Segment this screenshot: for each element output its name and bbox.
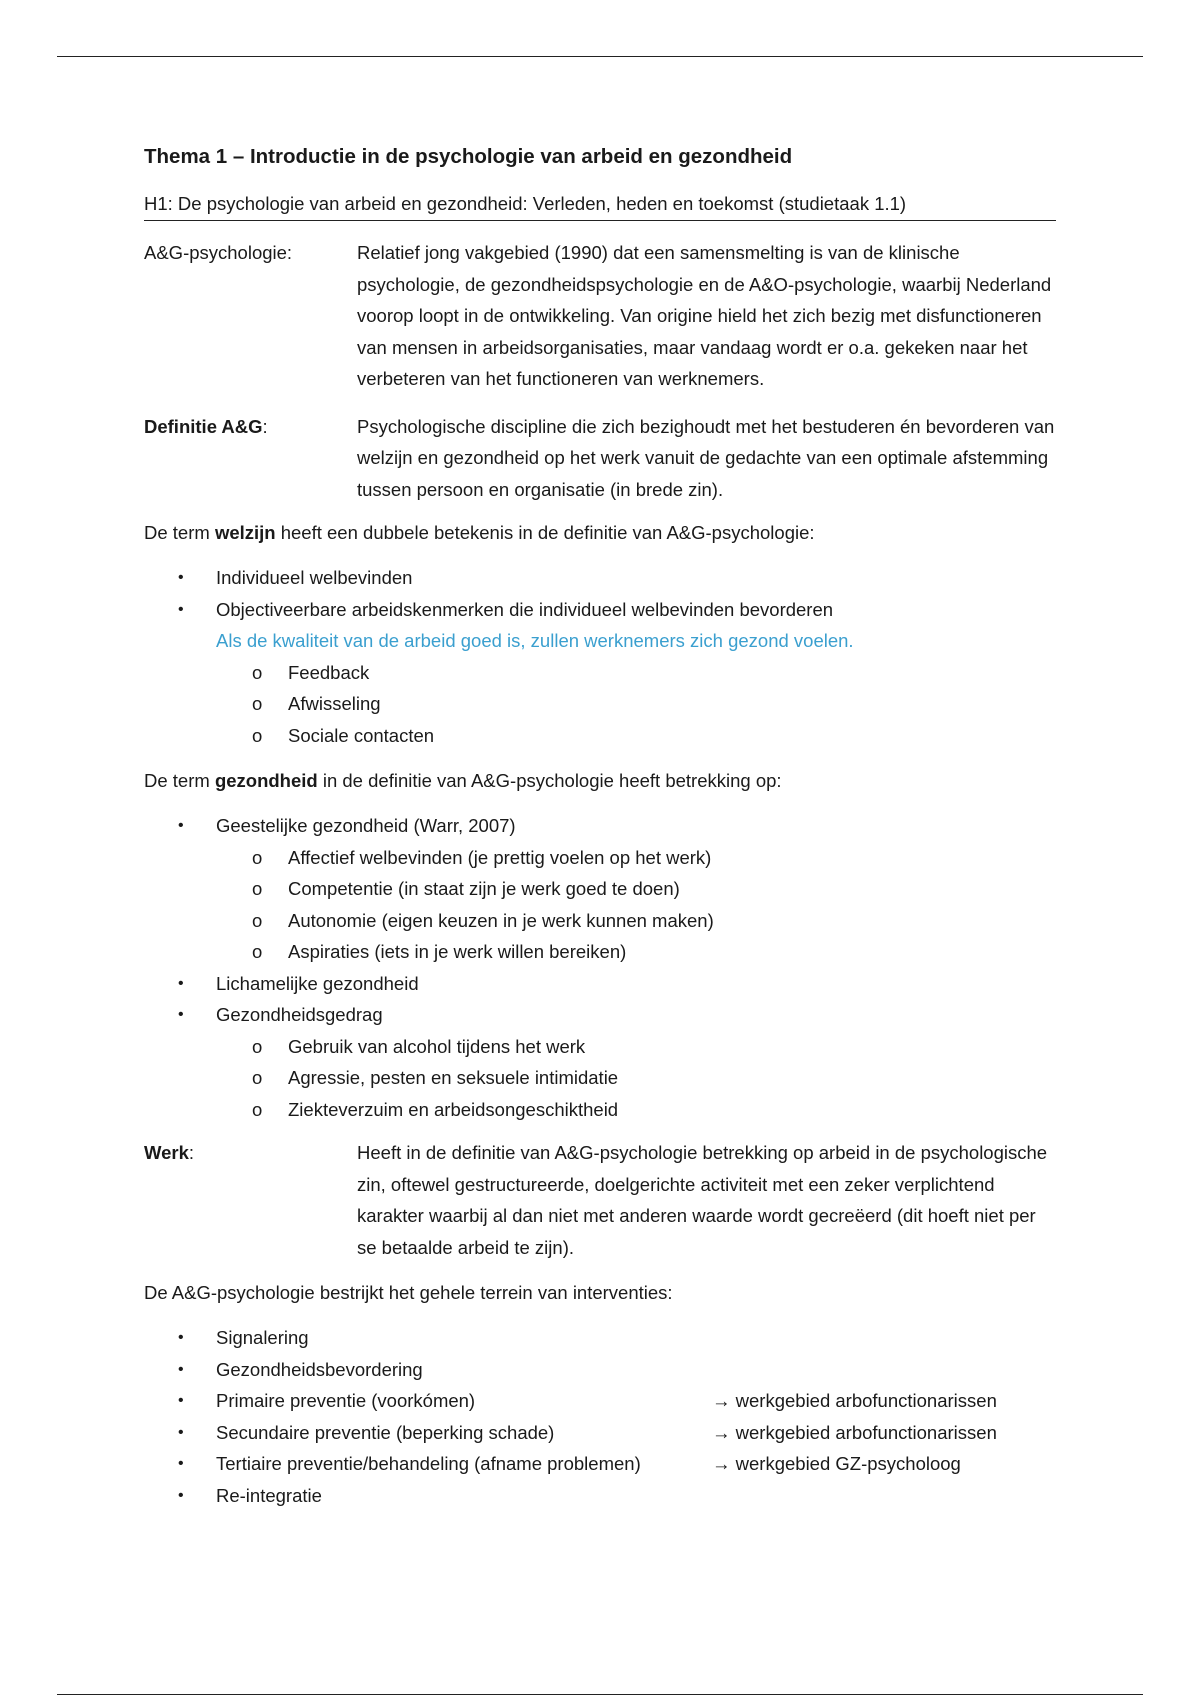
welzijn-intro: De term welzijn heeft een dubbele betekenis in de definitie van A&G-psychologie:	[144, 522, 815, 543]
gezondheid-list	[144, 810, 1056, 1125]
work-area-note: → werkgebied arbofunctionarissen	[712, 1421, 997, 1443]
list-item: o Affectief welbevinden (je prettig voelen op het werk)	[252, 846, 712, 868]
list-item: • Individueel welbevinden	[178, 567, 413, 588]
interventies-list	[144, 1322, 1056, 1511]
list-item: • Signalering	[178, 1327, 309, 1348]
definition-term: A&G-psychologie:	[144, 242, 293, 263]
list-item: o Ziekteverzuim en arbeidsongeschiktheid	[252, 1098, 619, 1120]
definition-desc: Relatief jong vakgebied (1990) dat een samensmelting is van de klinische psychologie, de gezondheidspsychologie en de A&O-psychologie, waarbij Nederland voorop loopt in de ontwikkeling. Van origine hield het zich bezig met disfunctioneren van mensen in arbeidsorganisaties, maar vandaag wordt er o.a. gekeken naar het verbeteren van het functioneren van werknemers.	[357, 242, 1052, 389]
list-item: • Gezondheidsbevordering	[178, 1358, 423, 1380]
list-item: o Aspiraties (iets in je werk willen bereiken)	[252, 941, 627, 962]
work-area-note: → werkgebied GZ-psycholoog	[712, 1453, 961, 1474]
section-heading: H1: De psychologie van arbeid en gezondheid: Verleden, heden en toekomst (studietaak 1.1)	[144, 190, 1056, 221]
highlight-note: Als de kwaliteit van de arbeid goed is, zullen werknemers zich gezond voelen.	[216, 630, 854, 651]
work-area-note: → werkgebied arbofunctionarissen	[712, 1390, 997, 1411]
list-item: • Tertiaire preventie/behandeling (afname problemen) → werkgebied GZ-psycholoog	[144, 1448, 1056, 1480]
list-item: • Gezondheidsgedrag o Gebruik van alcohol tijdens het werk o Agressie, pesten en seksuele intimidatie o Ziekteverzuim en arbeidsongeschiktheid	[144, 999, 1056, 1125]
gezondheid-intro: De term gezondheid in de definitie van A&G-psychologie heeft betrekking op:	[144, 770, 782, 791]
definition-desc: Psychologische discipline die zich bezighoudt met het bestuderen én bevorderen van welzijn en gezondheid op het werk vanuit de gedachte van een optimale afstemming tussen persoon en organisatie (in brede zin).	[357, 415, 1055, 500]
document-body	[144, 142, 1056, 1511]
list-item: o Sociale contacten	[252, 724, 435, 746]
interventies-intro: De A&G-psychologie bestrijkt het gehele terrein van interventies:	[144, 1282, 673, 1303]
definition-werk	[144, 1137, 1056, 1263]
footer-rule	[57, 1694, 1143, 1695]
list-item: o Feedback	[252, 661, 370, 683]
page-title: Thema 1 – Introductie in de psychologie van arbeid en gezondheid	[144, 145, 793, 168]
list-item: o Gebruik van alcohol tijdens het werk	[252, 1035, 586, 1057]
gezondheid-sublist	[216, 842, 1056, 968]
definition-term: Werk:	[144, 1142, 195, 1163]
list-item: o Afwisseling	[252, 693, 381, 714]
gezondheidsgedrag-sublist	[216, 1031, 1056, 1126]
list-item: o Competentie (in staat zijn je werk goed te doen)	[252, 878, 680, 899]
definition-term: Definitie A&G:	[144, 415, 268, 437]
welzijn-list	[144, 562, 1056, 751]
list-item: • Re-integratie	[178, 1484, 322, 1506]
welzijn-sublist	[216, 657, 1056, 752]
definition-ag-psychologie	[144, 237, 1056, 395]
list-item: o Autonomie (eigen keuzen in je werk kunnen maken)	[252, 909, 714, 931]
list-item: • Lichamelijke gezondheid	[178, 972, 419, 994]
header-rule	[57, 56, 1143, 57]
definition-ag	[144, 411, 1056, 506]
definition-desc: Heeft in de definitie van A&G-psychologie betrekking op arbeid in de psychologische zin, oftewel gestructureerde, doelgerichte activiteit met een zeker verplichtend karakter waarbij al dan niet met anderen waarde wordt gecreëerd (dit hoeft niet per se betaalde arbeid te zijn).	[357, 1142, 1048, 1258]
list-item: • Primaire preventie (voorkómen) → werkgebied arbofunctionarissen	[144, 1385, 1056, 1417]
list-item: • Secundaire preventie (beperking schade) → werkgebied arbofunctionarissen	[144, 1417, 1056, 1449]
list-item: • Objectiveerbare arbeidskenmerken die individueel welbevinden bevorderen Als de kwaliteit van de arbeid goed is, zullen werknemers zich gezond voelen. o Feedback o Afwisseling o Sociale contacten	[144, 594, 1056, 752]
list-item: o Agressie, pesten en seksuele intimidatie	[252, 1067, 619, 1088]
list-item: • Geestelijke gezondheid (Warr, 2007) o Affectief welbevinden (je prettig voelen op het werk) o Competentie (in staat zijn je werk goed te doen) o Autonomie (eigen keuzen in je werk kunnen maken) o Aspiraties (iets in je werk willen bereiken)	[144, 810, 1056, 968]
